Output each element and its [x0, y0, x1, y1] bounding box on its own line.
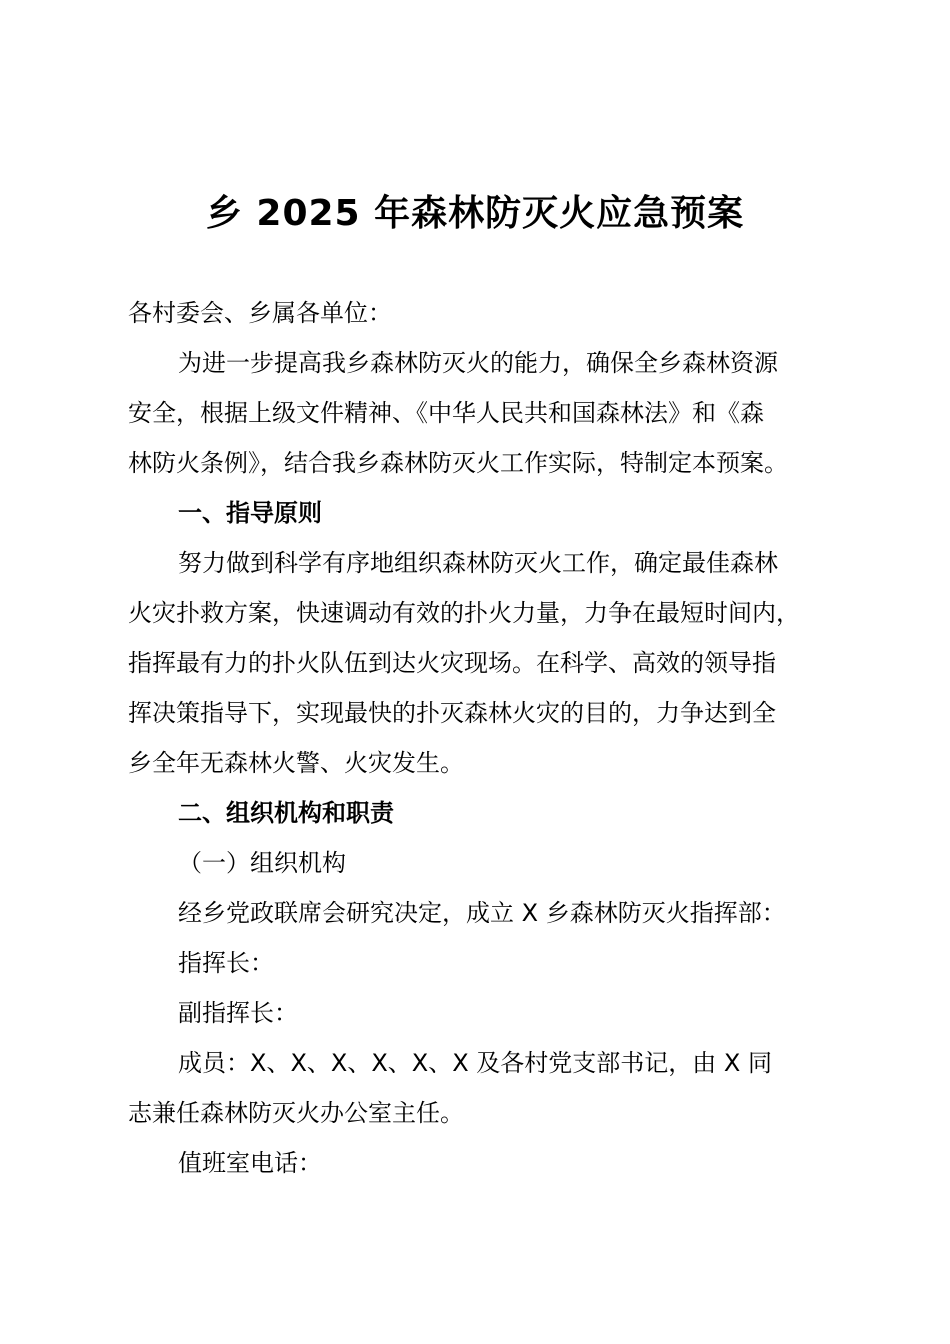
salutation: 各村委会、乡属各单位：	[128, 299, 392, 327]
section1-heading: 一、指导原则	[178, 499, 322, 527]
section1-line-4: 挥决策指导下，实现最快的扑灭森林火灾的目的，力争达到全	[128, 699, 776, 727]
section1-line-5: 乡全年无森林火警、火灾发生。	[128, 749, 464, 777]
document-title: 乡 2025 年森林防灭火应急预案	[205, 193, 745, 234]
intro-line-3: 林防火条例》，结合我乡森林防灭火工作实际，特制定本预案。	[128, 449, 788, 477]
section1-line-2: 火灾扑救方案，快速调动有效的扑火力量，力争在最短时间内，	[128, 599, 800, 627]
members-line-1: 成员：X、X、X、X、X、X 及各村党支部书记，由 X 同	[178, 1049, 772, 1077]
section2-sub1-heading: （一）组织机构	[178, 849, 346, 877]
section2-decision: 经乡党政联席会研究决定，成立 X 乡森林防灭火指挥部：	[178, 899, 786, 927]
deputy-commander-label: 副指挥长：	[178, 999, 298, 1027]
section1-line-3: 指挥最有力的扑火队伍到达火灾现场。在科学、高效的领导指	[128, 649, 776, 677]
intro-line-1: 为进一步提高我乡森林防灭火的能力，确保全乡森林资源	[178, 349, 778, 377]
intro-line-2: 安全，根据上级文件精神、《中华人民共和国森林法》和《森	[128, 399, 764, 427]
members-line-2: 志兼任森林防灭火办公室主任。	[128, 1099, 464, 1127]
duty-phone-label: 值班室电话：	[178, 1149, 322, 1177]
section1-line-1: 努力做到科学有序地组织森林防灭火工作，确定最佳森林	[178, 549, 778, 577]
section2-heading: 二、组织机构和职责	[178, 799, 394, 827]
commander-label: 指挥长：	[178, 949, 274, 977]
